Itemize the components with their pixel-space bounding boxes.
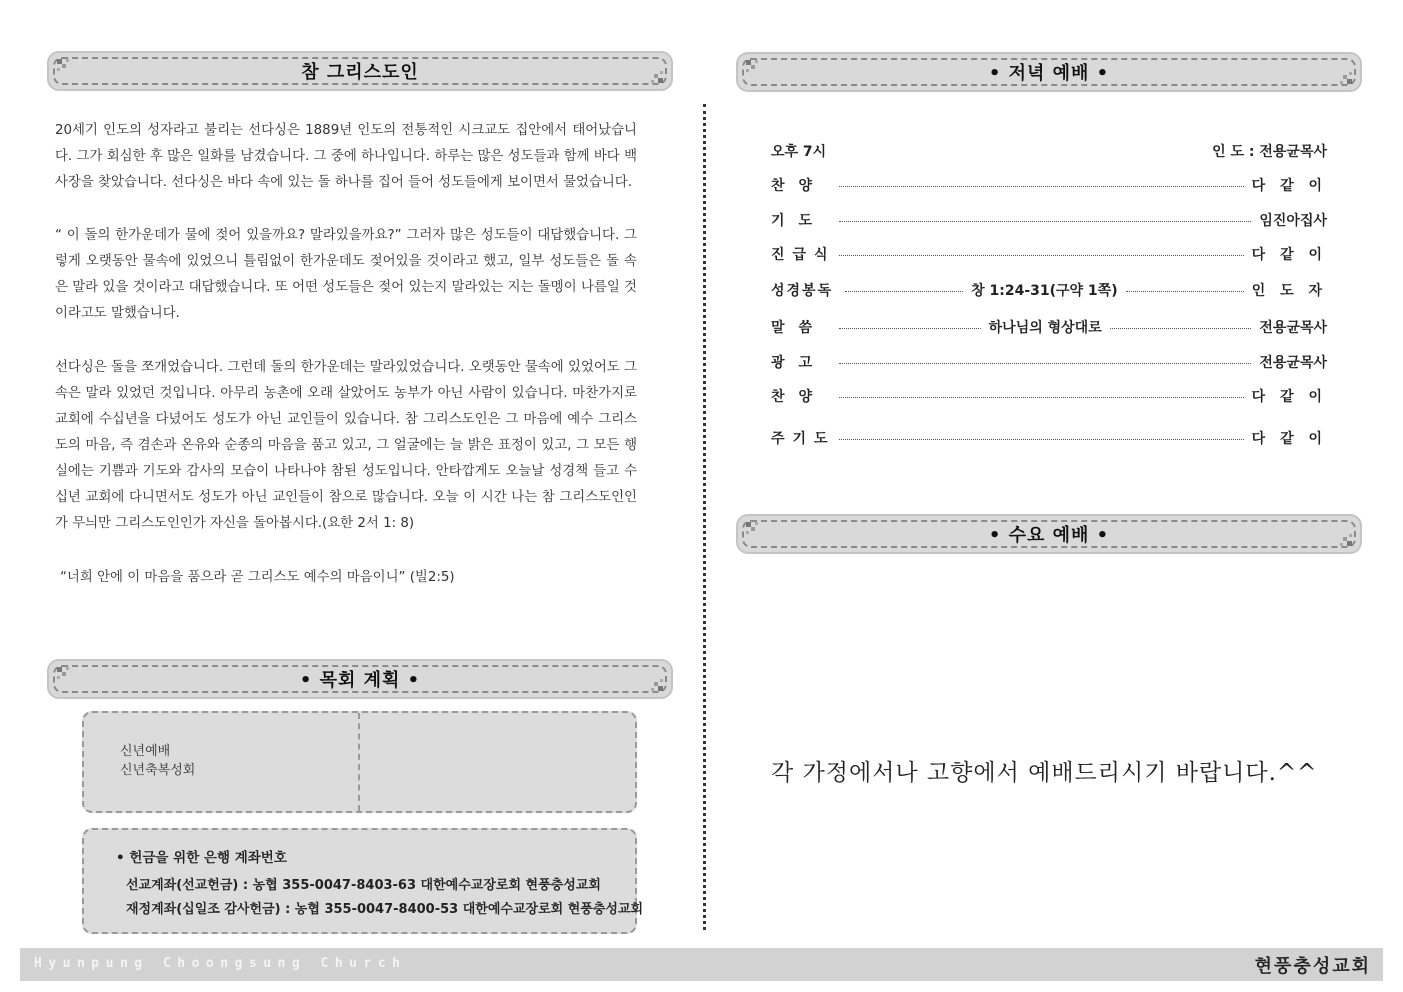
order-row	[771, 244, 1327, 264]
account-box	[82, 828, 644, 934]
article-paragraph-3: 선다싱은 돌을 쪼개었습니다. 그런데 돌의 한가운데는 말라있었습니다. 오랫동안 물속에 있었어도 그 속은 말라 있었던 것입니다. 아무리 농촌에 오래 살았어도 농부가 아닌 사람이 있습니다. 마찬가지로 교회에 수십년을 다녔어도 성도가 아닌 교인들이 있습니다. 참 그리스도인은 그 마음에 예수 그리스도의 마음, 즉 겸손과 온유와 순종의 마음을 품고 있고, 그 얼굴에는 늘 밝은 표정이 있고, 그 모든 행실에는 기쁨과 기도와 감사의 모습이 나타나야 참된 성도입니다. 안타깝게도 오늘날 성경책 들고 수십년 교회에 다니면서도 성도가 아닌 교인들이 참으로 많습니다. 오늘 이 시간 나는 참 그리스도인인가 무늬만 그리스도인인가 자신을 돌아봅시다.(요한 2서 1: 8)	[55, 360, 637, 531]
order-person: 인 도 자	[1251, 283, 1328, 299]
order-row	[771, 317, 1327, 337]
service-leader: 인 도 : 전용균목사	[1212, 144, 1327, 160]
plan-banner	[47, 659, 673, 699]
scripture-quote: “너희 안에 이 마음을 품으라 곧 그리스도 예수의 마음이니” (빌2:5)	[60, 570, 455, 585]
order-person: 전용균목사	[1259, 355, 1327, 371]
column-divider	[703, 104, 706, 930]
dot-leader	[839, 186, 1244, 187]
dot-leader	[839, 439, 1244, 440]
order-person: 임진아집사	[1259, 213, 1327, 229]
order-person: 다 같 이	[1251, 389, 1327, 405]
order-label: 주기도	[771, 431, 836, 447]
dot-leader	[845, 291, 963, 292]
wednesday-service-title: • 수요 예배 •	[988, 525, 1110, 546]
plan-item: 신년축복성회	[120, 763, 196, 778]
order-label: 기도	[771, 213, 827, 229]
order-row	[771, 352, 1327, 372]
wednesday-notice: 각 가정에서나 고향에서 예배드리시기 바랍니다.^^	[771, 760, 1318, 786]
order-person: 다 같 이	[1251, 431, 1327, 447]
dot-leader	[839, 221, 1251, 222]
footer-english-name: Hyunpung Choongsung Church	[34, 956, 407, 971]
account-heading: • 헌금을 위한 은행 계좌번호	[116, 850, 287, 866]
dot-leader	[839, 363, 1251, 364]
order-row	[771, 210, 1327, 230]
dot-leader	[839, 328, 981, 329]
dot-leader	[1110, 328, 1252, 329]
order-label: 말씀	[771, 320, 827, 336]
account-line-finance: 재정계좌(십일조 감사헌금) : 농협 355-0047-8400-53 대한예수교장로회 현풍충성교회	[126, 902, 644, 917]
dot-leader	[1126, 291, 1244, 292]
order-row	[771, 175, 1327, 195]
order-label: 광고	[771, 355, 827, 371]
article-paragraph-1: 20세기 인도의 성자라고 불리는 선다싱은 1889년 인도의 전통적인 시크교도 집안에서 태어났습니다. 그가 회심한 후 많은 일화를 남겼습니다. 그 중에 하나입니다. 하루는 많은 성도들과 함께 바다 백사장을 찾았습니다. 선다싱은 바다 속에 있는 돌 하나를 집어 들어 성도들에게 보이면서 물었습니다.	[55, 123, 637, 190]
plan-box	[82, 711, 637, 813]
order-detail: 하나님의 형상대로	[988, 320, 1102, 336]
order-row	[771, 386, 1327, 406]
evening-service-title: • 저녁 예배 •	[988, 63, 1110, 84]
order-label: 찬양	[771, 389, 827, 405]
footer-bar	[20, 948, 1383, 981]
service-time-row	[771, 141, 1327, 161]
page-title: 참 그리스도인	[301, 62, 419, 83]
plan-divider	[358, 713, 360, 811]
article-paragraph-2: “ 이 돌의 한가운데가 물에 젖어 있을까요? 말라있을까요?” 그러자 많은 성도들이 대답했습니다. 그렇게 오랫동안 물속에 있었으니 틀림없이 한가운데도 젖어있을 것이라고 했고, 일부 성도들은 돌 속은 말라 있을 것이라고 대답했습니다. 또 어떤 성도들은 젖어 있는지 말라있는 지는 돌멩이 나름일 것이라고도 말했습니다.	[55, 228, 637, 321]
order-label: 찬양	[771, 178, 827, 194]
plan-item: 신년예배	[120, 744, 171, 759]
order-row	[771, 428, 1327, 448]
account-line-mission: 선교계좌(선교헌금) : 농협 355-0047-8403-63 대한예수교장로회 현풍충성교회	[126, 878, 601, 893]
order-person: 다 같 이	[1251, 178, 1327, 194]
order-person: 전용균목사	[1259, 320, 1328, 336]
plan-title: • 목회 계획 •	[299, 670, 421, 691]
evening-service-banner	[736, 52, 1362, 92]
wednesday-service-banner	[736, 514, 1362, 554]
order-label: 성경봉독	[771, 283, 834, 299]
order-person: 다 같 이	[1251, 247, 1327, 263]
title-banner	[47, 51, 673, 91]
service-time: 오후 7시	[771, 144, 827, 160]
order-detail: 창 1:24-31(구약 1쪽)	[971, 283, 1118, 299]
order-row	[771, 280, 1327, 300]
order-label: 진급식	[771, 247, 836, 263]
dot-leader	[839, 255, 1244, 256]
dot-leader	[839, 397, 1244, 398]
footer-korean-name: 현풍충성교회	[1254, 956, 1371, 977]
